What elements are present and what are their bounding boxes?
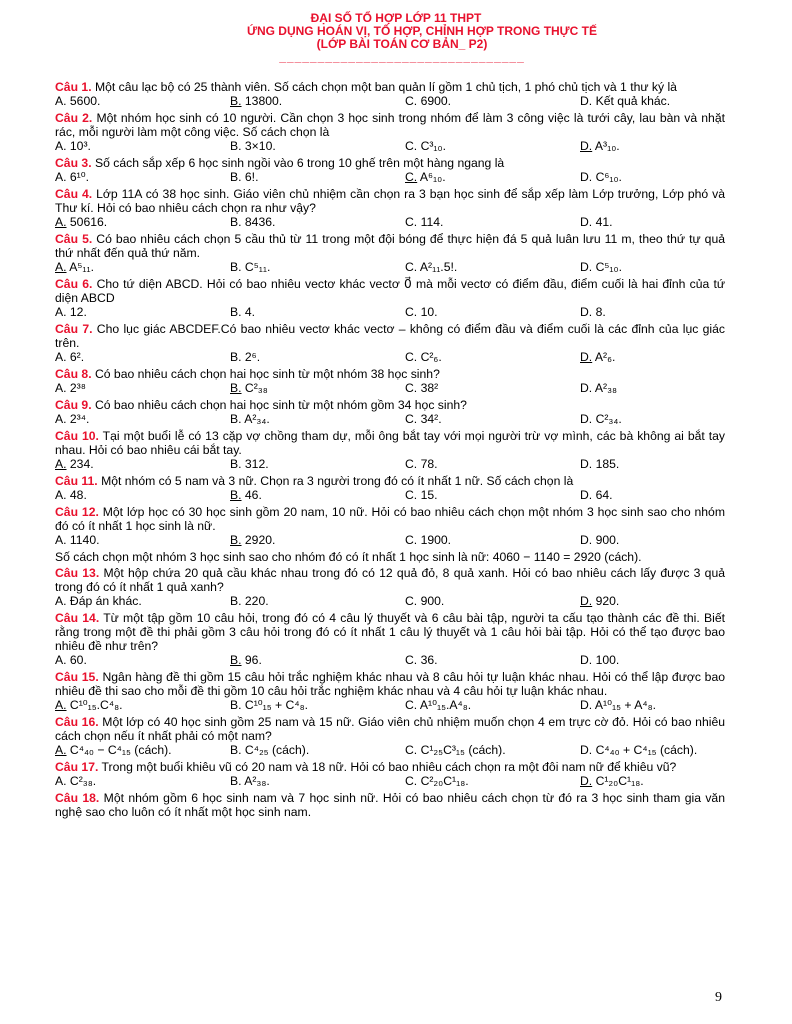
- option-value: 2³⁴.: [66, 412, 90, 426]
- answer-option: [580, 594, 725, 608]
- answer-options: [55, 94, 725, 108]
- option-label: C.: [405, 350, 418, 364]
- option-value: 920.: [592, 594, 620, 608]
- answer-options: [55, 260, 725, 274]
- answer-option: [230, 215, 405, 229]
- question-number: Câu 5.: [55, 232, 93, 246]
- answer-option: [55, 698, 230, 712]
- option-value: 8436.: [241, 215, 276, 229]
- answer-option: [55, 653, 230, 667]
- answer-option: [230, 139, 405, 153]
- answer-option: [230, 350, 405, 364]
- question-number: Câu 1.: [55, 80, 92, 94]
- option-label: A.: [55, 698, 67, 712]
- option-value: A⁵₁₁.: [66, 260, 95, 274]
- answer-options: [55, 139, 725, 153]
- option-value: 12.: [66, 305, 87, 319]
- option-value: 900.: [592, 533, 620, 547]
- answer-option: [55, 350, 230, 364]
- option-label: D.: [580, 139, 593, 153]
- option-label: A.: [55, 653, 67, 667]
- option-label: D.: [580, 743, 593, 757]
- option-label: C.: [405, 743, 418, 757]
- question-text: [55, 791, 725, 819]
- option-label: A.: [55, 533, 67, 547]
- option-label: A.: [55, 381, 67, 395]
- question-number: Câu 16.: [55, 715, 99, 729]
- answer-option: [230, 488, 405, 502]
- option-label: B.: [230, 594, 242, 608]
- option-label: B.: [230, 381, 242, 395]
- option-value: A¹⁰₁₅.A⁴₈.: [417, 698, 472, 712]
- answer-option: [580, 488, 725, 502]
- question-body: Trong một buổi khiêu vũ có 20 nam và 18 nữ. Hỏi có bao nhiêu cách chọn ra một đôi nam nữ để khiêu vũ?: [98, 760, 677, 774]
- question-body: Một nhóm gồm 6 học sinh nam và 7 học sinh nữ. Hỏi có bao nhiêu cách chọn từ đó ra 3 học sinh tham gia văn nghệ sao cho luôn có ít nhất một học sinh nam.: [55, 791, 725, 819]
- option-label: A.: [55, 260, 67, 274]
- option-label: A.: [55, 305, 67, 319]
- option-label: B.: [230, 305, 242, 319]
- question-number: Câu 15.: [55, 670, 99, 684]
- option-label: A.: [55, 412, 67, 426]
- question-body: Cho lục giác ABCDEF.Có bao nhiêu vectơ khác vectơ – không có điểm đầu và điểm cuối là các đỉnh của lục giác trên.: [55, 322, 726, 350]
- option-value: 2⁶.: [241, 350, 261, 364]
- question-number: Câu 14.: [55, 611, 100, 625]
- option-value: 34².: [417, 412, 442, 426]
- option-value: Kết quả khác.: [592, 94, 671, 108]
- option-value: A³₁₀.: [592, 139, 620, 153]
- option-label: B.: [230, 653, 242, 667]
- option-label: C.: [405, 305, 418, 319]
- option-value: 10³.: [66, 139, 91, 153]
- question-number: Câu 17.: [55, 760, 99, 774]
- answer-option: [405, 743, 580, 757]
- question-text: [55, 277, 725, 305]
- option-label: C.: [405, 698, 418, 712]
- doc-subtitle-part: (LỚP BÀI TOÁN CƠ BẢN_ P2): [316, 37, 488, 51]
- question-text: [55, 187, 725, 215]
- option-value: 46.: [241, 488, 262, 502]
- question-number: Câu 13.: [55, 566, 100, 580]
- option-value: C⁵₁₁.: [241, 260, 271, 274]
- answer-option: [580, 698, 725, 712]
- answer-option: [405, 457, 580, 471]
- answer-option: [580, 743, 725, 757]
- option-value: C²₃₈: [241, 381, 268, 395]
- option-value: C⁴₄₀ − C⁴₁₅ (cách).: [66, 743, 172, 757]
- option-label: A.: [55, 488, 67, 502]
- option-label: D.: [580, 774, 593, 788]
- answer-option: [55, 139, 230, 153]
- option-label: A.: [55, 215, 67, 229]
- option-label: B.: [230, 698, 242, 712]
- title-underline: ________________________________: [279, 50, 525, 64]
- answer-option: [55, 488, 230, 502]
- option-value: C¹₂₀C¹₁₈.: [592, 774, 644, 788]
- question-list: [55, 80, 725, 819]
- answer-option: [580, 170, 725, 184]
- answer-option: [580, 653, 725, 667]
- option-label: D.: [580, 350, 593, 364]
- option-label: D.: [580, 412, 593, 426]
- question-body: Một nhóm học sinh có 10 người. Cần chọn 3 học sinh trong nhóm để làm 3 công việc là tưới cây, lau bàn và nhặt rác, mỗi người làm một công việc. Số cách chọn là: [55, 111, 726, 139]
- option-label: D.: [580, 698, 593, 712]
- answer-option: [55, 94, 230, 108]
- option-value: 100.: [592, 653, 620, 667]
- option-label: A.: [55, 170, 67, 184]
- answer-options: [55, 457, 725, 471]
- answer-option: [230, 594, 405, 608]
- option-label: A.: [55, 457, 67, 471]
- option-label: B.: [230, 488, 242, 502]
- question-number: Câu 7.: [55, 322, 93, 336]
- question-text: [55, 80, 725, 94]
- option-label: B.: [230, 215, 242, 229]
- option-value: C¹⁰₁₅ + C⁴₈.: [241, 698, 309, 712]
- option-value: 5600.: [66, 94, 101, 108]
- answer-options: [55, 698, 725, 712]
- option-value: 900.: [417, 594, 445, 608]
- answer-option: [405, 381, 580, 395]
- option-label: D.: [580, 94, 593, 108]
- option-value: 50616.: [66, 215, 108, 229]
- question-text: [55, 566, 725, 594]
- option-value: C²₃₈.: [66, 774, 97, 788]
- answer-option: [230, 743, 405, 757]
- solution-note: Số cách chọn một nhóm 3 học sinh sao cho nhóm đó có ít nhất 1 học sinh là nữ: 4060 − 1140 = 2920 (cách).: [55, 550, 642, 564]
- answer-option: [230, 533, 405, 547]
- option-value: 48.: [66, 488, 87, 502]
- answer-option: [580, 457, 725, 471]
- option-label: C.: [405, 594, 418, 608]
- option-value: 78.: [417, 457, 438, 471]
- answer-option: [580, 533, 725, 547]
- option-label: D.: [580, 215, 593, 229]
- answer-option: [580, 215, 725, 229]
- answer-option: [580, 381, 725, 395]
- answer-options: [55, 305, 725, 319]
- option-label: A.: [55, 743, 67, 757]
- question-body: Có bao nhiêu cách chọn hai học sinh từ một nhóm 38 học sinh?: [91, 367, 440, 381]
- answer-options: [55, 594, 725, 608]
- question-text: [55, 474, 725, 488]
- option-label: C.: [405, 457, 418, 471]
- answer-option: [55, 594, 230, 608]
- option-value: 4.: [241, 305, 256, 319]
- answer-option: [405, 215, 580, 229]
- answer-option: [230, 170, 405, 184]
- question-text: [55, 611, 725, 653]
- option-value: 6!.: [241, 170, 259, 184]
- option-value: 38²: [417, 381, 439, 395]
- option-value: A²₃₄.: [241, 412, 270, 426]
- answer-option: [55, 381, 230, 395]
- option-value: 2920.: [241, 533, 276, 547]
- answer-option: [405, 412, 580, 426]
- answer-options: [55, 350, 725, 364]
- option-label: C.: [405, 533, 418, 547]
- option-label: B.: [230, 260, 242, 274]
- answer-option: [580, 305, 725, 319]
- question-body: Ngân hàng đề thi gồm 15 câu hỏi trắc nghiệm khác nhau và 8 câu hỏi tự luận khác nhau. Hỏi có thể lập được bao nhiêu đề thi sao cho mỗi đề thi gồm 10 câu hỏi trắc nghiệm khác nhau và 4 câu hỏi tự luận khác nhau.: [55, 670, 726, 698]
- answer-option: [580, 260, 725, 274]
- option-value: 8.: [592, 305, 606, 319]
- question-number: Câu 4.: [55, 187, 93, 201]
- option-value: 234.: [66, 457, 94, 471]
- option-value: C⁴₄₀ + C⁴₁₅ (cách).: [592, 743, 698, 757]
- page-number: 9: [715, 990, 722, 1005]
- answer-option: [230, 94, 405, 108]
- option-label: C.: [405, 488, 418, 502]
- answer-option: [580, 412, 725, 426]
- question-text: [55, 398, 725, 412]
- question-text: [55, 715, 725, 743]
- option-label: D.: [580, 533, 593, 547]
- answer-option: [55, 533, 230, 547]
- answer-option: [405, 260, 580, 274]
- option-value: C²₆.: [417, 350, 442, 364]
- option-value: C⁵₁₀.: [592, 260, 622, 274]
- option-label: B.: [230, 139, 242, 153]
- option-label: C.: [405, 774, 418, 788]
- answer-option: [55, 412, 230, 426]
- option-label: C.: [405, 170, 418, 184]
- answer-option: [405, 774, 580, 788]
- question-text: [55, 111, 725, 139]
- answer-option: [55, 743, 230, 757]
- answer-option: [580, 94, 725, 108]
- option-label: D.: [580, 594, 593, 608]
- option-label: D.: [580, 653, 593, 667]
- option-value: 185.: [592, 457, 620, 471]
- question-number: Câu 9.: [55, 398, 92, 412]
- option-value: C¹₂₅C³₁₅ (cách).: [417, 743, 506, 757]
- option-value: C¹⁰₁₅.C⁴₈.: [66, 698, 123, 712]
- answer-option: [405, 350, 580, 364]
- option-label: B.: [230, 457, 242, 471]
- answer-option: [55, 260, 230, 274]
- answer-option: [55, 457, 230, 471]
- option-label: B.: [230, 412, 242, 426]
- option-value: 15.: [417, 488, 438, 502]
- option-value: C⁴₂₅ (cách).: [241, 743, 310, 757]
- answer-option: [405, 94, 580, 108]
- answer-options: [55, 774, 725, 788]
- option-value: C³₁₀.: [417, 139, 446, 153]
- option-value: 114.: [417, 215, 444, 229]
- option-value: C²₂₀C¹₁₈.: [417, 774, 469, 788]
- answer-options: [55, 381, 725, 395]
- question-number: Câu 10.: [55, 429, 99, 443]
- option-label: D.: [580, 457, 593, 471]
- question-text: [55, 670, 725, 698]
- option-value: A²₆.: [592, 350, 616, 364]
- answer-options: [55, 533, 725, 547]
- option-label: C.: [405, 260, 418, 274]
- question-body: Một lớp có 40 học sinh gồm 25 nam và 15 nữ. Giáo viên chủ nhiệm muốn chọn 4 em trực cờ đỏ. Hỏi có bao nhiêu cách chọn nếu ít nhất phải có một nam?: [55, 715, 725, 743]
- answer-option: [230, 260, 405, 274]
- option-value: 6¹⁰.: [66, 170, 90, 184]
- option-label: C.: [405, 653, 418, 667]
- option-label: B.: [230, 170, 242, 184]
- option-value: 1900.: [417, 533, 452, 547]
- answer-option: [405, 594, 580, 608]
- question-body: Tại một buổi lễ có 13 cặp vợ chồng tham dự, mỗi ông bắt tay với mọi người trừ vợ mình, các bà không ai bắt tay nhau. Hỏi có bao nhiêu cái bắt tay.: [55, 429, 725, 457]
- question-body: Một lớp học có 30 học sinh gồm 20 nam, 10 nữ. Hỏi có bao nhiêu cách chọn một nhóm 3 học sinh sao cho nhóm đó có ít nhất 1 học sinh là nữ.: [55, 505, 725, 533]
- option-label: A.: [55, 594, 67, 608]
- answer-option: [230, 698, 405, 712]
- option-value: A²₁₁.5!.: [417, 260, 458, 274]
- option-value: 10.: [417, 305, 438, 319]
- answer-option: [405, 653, 580, 667]
- question-body: Có bao nhiêu cách chọn hai học sinh từ một nhóm gồm 34 học sinh?: [91, 398, 467, 412]
- option-value: 41.: [592, 215, 613, 229]
- option-value: 3×10.: [241, 139, 276, 153]
- option-value: 60.: [66, 653, 87, 667]
- option-value: 6².: [66, 350, 85, 364]
- answer-option: [405, 488, 580, 502]
- doc-title: ĐẠI SỐ TỔ HỢP LỚP 11 THPT: [310, 11, 482, 25]
- question-text: [55, 429, 725, 457]
- answer-options: [55, 488, 725, 502]
- option-label: C.: [405, 94, 418, 108]
- option-label: B.: [230, 350, 242, 364]
- option-value: 220.: [241, 594, 269, 608]
- answer-option: [230, 653, 405, 667]
- answer-option: [580, 139, 725, 153]
- doc-subtitle: ỨNG DỤNG HOÁN VỊ, TỔ HỢP, CHỈNH HỢP TRONG THỰC TẾ: [247, 24, 597, 38]
- answer-option: [55, 305, 230, 319]
- option-label: D.: [580, 305, 593, 319]
- answer-option: [55, 774, 230, 788]
- answer-option: [230, 774, 405, 788]
- option-value: C²₃₄.: [592, 412, 622, 426]
- question-text: [55, 760, 725, 774]
- option-label: B.: [230, 774, 242, 788]
- question-text: [55, 156, 725, 170]
- option-label: D.: [580, 381, 593, 395]
- option-value: 96.: [241, 653, 262, 667]
- answer-option: [405, 533, 580, 547]
- question-number: Câu 18.: [55, 791, 100, 805]
- option-label: A.: [55, 774, 67, 788]
- answer-option: [580, 774, 725, 788]
- option-value: 312.: [241, 457, 269, 471]
- option-label: B.: [230, 94, 242, 108]
- option-value: 6900.: [417, 94, 452, 108]
- question-number: Câu 8.: [55, 367, 92, 381]
- option-label: C.: [405, 412, 418, 426]
- question-body: Lớp 11A có 38 học sinh. Giáo viên chủ nhiệm cần chọn ra 3 bạn học sinh để sắp xếp làm Lớp trưởng, Lớp phó và Thư kí. Hỏi có bao nhiêu cách chọn ra như vậy?: [55, 187, 725, 215]
- option-value: Đáp án khác.: [66, 594, 142, 608]
- option-label: A.: [55, 94, 67, 108]
- answer-option: [230, 457, 405, 471]
- answer-option: [230, 412, 405, 426]
- option-label: C.: [405, 215, 418, 229]
- answer-option: [405, 170, 580, 184]
- option-label: D.: [580, 170, 593, 184]
- answer-options: [55, 653, 725, 667]
- answer-option: [405, 305, 580, 319]
- answer-options: [55, 743, 725, 757]
- question-body: Số cách sắp xếp 6 học sinh ngồi vào 6 trong 10 ghế trên một hàng ngang là: [91, 156, 505, 170]
- option-label: B.: [230, 743, 242, 757]
- question-body: Một câu lạc bộ có 25 thành viên. Số cách chọn một ban quản lí gồm 1 chủ tịch, 1 phó chủ tịch và 1 thư ký là: [91, 80, 677, 94]
- option-label: D.: [580, 488, 593, 502]
- option-label: A.: [55, 350, 67, 364]
- question-number: Câu 6.: [55, 277, 93, 291]
- question-body: Cho tứ diện ABCD. Hỏi có bao nhiêu vectơ khác vectơ 0⃗ mà mỗi vectơ có điểm đầu, điểm cuối là hai đỉnh của tứ diện ABCD: [55, 277, 725, 305]
- answer-option: [405, 698, 580, 712]
- answer-option: [405, 139, 580, 153]
- option-value: 1140.: [66, 533, 100, 547]
- option-value: A²₃₈.: [241, 774, 270, 788]
- answer-option: [230, 381, 405, 395]
- question-text: [55, 322, 725, 350]
- option-label: A.: [55, 139, 67, 153]
- question-body: Có bao nhiêu cách chọn 5 cầu thủ từ 11 trong một đội bóng để thực hiện đá 5 quả luân lưu 11 m, theo thứ tự quả thứ nhất đến quả thứ năm.: [55, 232, 725, 260]
- option-value: A⁶₁₀.: [417, 170, 446, 184]
- answer-option: [230, 305, 405, 319]
- option-label: D.: [580, 260, 593, 274]
- question-number: Câu 2.: [55, 111, 93, 125]
- question-body: Một nhóm có 5 nam và 3 nữ. Chọn ra 3 người trong đó có ít nhất 1 nữ. Số cách chọn là: [97, 474, 574, 488]
- answer-options: [55, 170, 725, 184]
- question-text: [55, 505, 725, 533]
- option-value: 13800.: [241, 94, 283, 108]
- option-label: C.: [405, 381, 418, 395]
- option-value: 36.: [417, 653, 438, 667]
- option-value: 2³⁸: [66, 381, 86, 395]
- option-value: A¹⁰₁₅ + A⁴₈.: [592, 698, 657, 712]
- answer-options: [55, 215, 725, 229]
- question-text: [55, 367, 725, 381]
- question-body: Một hộp chứa 20 quả cầu khác nhau trong đó có 12 quả đỏ, 8 quả xanh. Hỏi có bao nhiêu cách lấy được 3 quả trong đó có ít nhất 1 quả xanh?: [55, 566, 725, 594]
- option-label: B.: [230, 533, 242, 547]
- answer-options: [55, 412, 725, 426]
- question-number: Câu 3.: [55, 156, 92, 170]
- option-value: 64.: [592, 488, 613, 502]
- question-body: Từ một tập gồm 10 câu hỏi, trong đó có 4 câu lý thuyết và 6 câu bài tập, người ta cấu tạo thành các đề thi. Biết rằng trong một đề thi phải gồm 3 câu hỏi trong đó có ít nhất 1 câu lý thuyết và 1 câu hỏi bài tập. Hỏi có thể tạo được bao nhiêu đề như trên?: [55, 611, 725, 653]
- question-number: Câu 12.: [55, 505, 99, 519]
- answer-option: [55, 170, 230, 184]
- question-text: [55, 232, 725, 260]
- question-number: Câu 11.: [55, 474, 98, 488]
- option-value: C⁶₁₀.: [592, 170, 622, 184]
- option-label: C.: [405, 139, 418, 153]
- answer-option: [55, 215, 230, 229]
- option-value: A²₃₈: [592, 381, 618, 395]
- answer-option: [580, 350, 725, 364]
